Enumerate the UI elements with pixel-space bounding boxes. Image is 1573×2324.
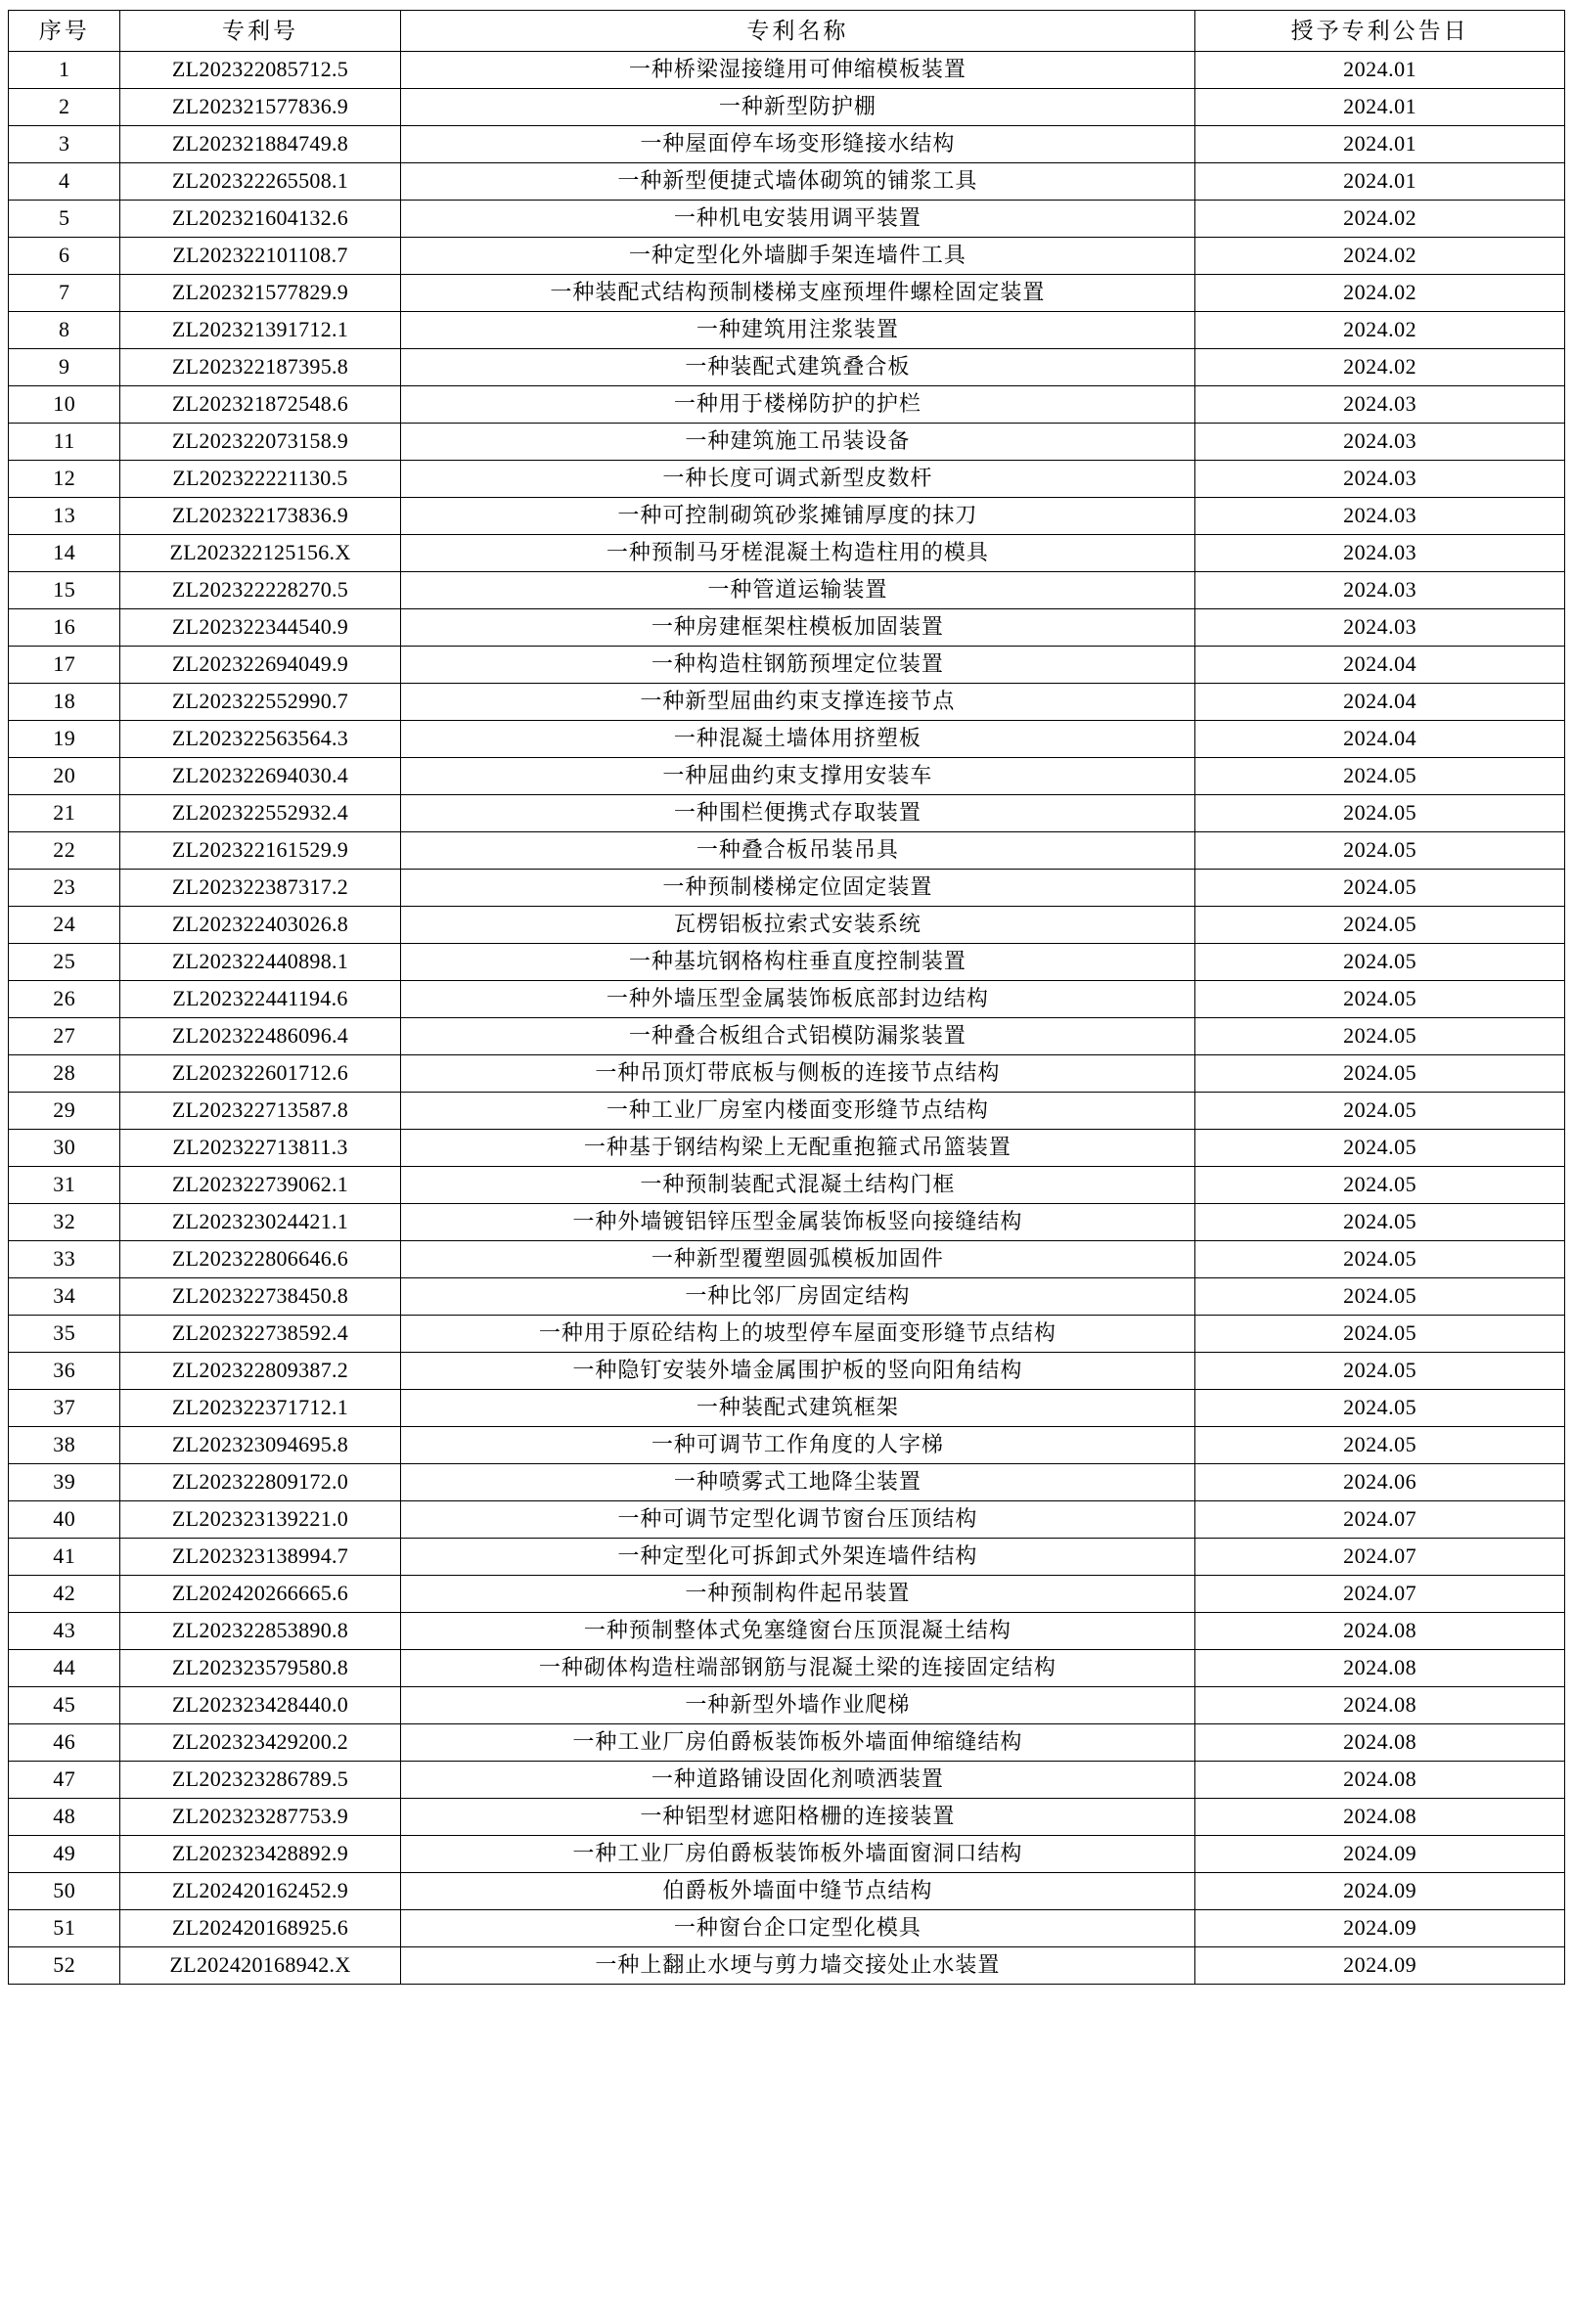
cell-index: 8 [9,312,120,349]
cell-patent-name: 一种隐钉安装外墙金属围护板的竖向阳角结构 [400,1353,1195,1390]
table-row [9,498,1565,535]
table-row [9,907,1565,944]
cell-grant-date: 2024.08 [1195,1650,1565,1687]
cell-patent-number: ZL202322101108.7 [120,238,400,275]
cell-grant-date: 2024.09 [1195,1873,1565,1910]
cell-patent-name: 一种屈曲约束支撑用安装车 [400,758,1195,795]
cell-patent-number: ZL202322387317.2 [120,870,400,907]
table-row [9,1278,1565,1316]
cell-patent-name: 一种铝型材遮阳格栅的连接装置 [400,1799,1195,1836]
cell-patent-number: ZL202322187395.8 [120,349,400,386]
cell-grant-date: 2024.09 [1195,1836,1565,1873]
cell-patent-number: ZL202322552932.4 [120,795,400,832]
cell-grant-date: 2024.05 [1195,832,1565,870]
cell-patent-name: 一种新型便捷式墙体砌筑的铺浆工具 [400,163,1195,201]
cell-index: 40 [9,1501,120,1539]
table-row [9,1018,1565,1055]
cell-patent-number: ZL202420168925.6 [120,1910,400,1947]
cell-index: 6 [9,238,120,275]
cell-index: 27 [9,1018,120,1055]
table-row [9,944,1565,981]
cell-grant-date: 2024.05 [1195,1353,1565,1390]
table-row [9,647,1565,684]
cell-index: 14 [9,535,120,572]
cell-grant-date: 2024.02 [1195,201,1565,238]
cell-grant-date: 2024.05 [1195,1204,1565,1241]
cell-index: 43 [9,1613,120,1650]
table-row [9,832,1565,870]
table-row [9,1390,1565,1427]
cell-patent-number: ZL202322738592.4 [120,1316,400,1353]
cell-patent-number: ZL202321577829.9 [120,275,400,312]
cell-patent-number: ZL202323024421.1 [120,1204,400,1241]
cell-patent-name: 一种叠合板组合式铝模防漏浆装置 [400,1018,1195,1055]
cell-index: 20 [9,758,120,795]
table-row [9,1576,1565,1613]
cell-patent-name: 一种喷雾式工地降尘装置 [400,1464,1195,1501]
table-row [9,1204,1565,1241]
cell-patent-name: 一种混凝土墙体用挤塑板 [400,721,1195,758]
cell-patent-number: ZL202322552990.7 [120,684,400,721]
cell-grant-date: 2024.05 [1195,1093,1565,1130]
cell-index: 30 [9,1130,120,1167]
cell-grant-date: 2024.06 [1195,1464,1565,1501]
cell-grant-date: 2024.05 [1195,1427,1565,1464]
cell-index: 26 [9,981,120,1018]
cell-grant-date: 2024.02 [1195,312,1565,349]
cell-index: 42 [9,1576,120,1613]
cell-grant-date: 2024.03 [1195,386,1565,424]
cell-patent-name: 一种预制整体式免塞缝窗台压顶混凝土结构 [400,1613,1195,1650]
column-header-grant-date: 授予专利公告日 [1195,11,1565,52]
cell-patent-name: 一种屋面停车场变形缝接水结构 [400,126,1195,163]
cell-patent-number: ZL202322694049.9 [120,647,400,684]
cell-patent-number: ZL202323286789.5 [120,1762,400,1799]
table-row [9,1910,1565,1947]
cell-grant-date: 2024.05 [1195,1241,1565,1278]
table-row [9,1501,1565,1539]
cell-grant-date: 2024.05 [1195,870,1565,907]
cell-index: 23 [9,870,120,907]
cell-grant-date: 2024.08 [1195,1762,1565,1799]
cell-grant-date: 2024.02 [1195,275,1565,312]
cell-index: 46 [9,1724,120,1762]
table-row [9,1762,1565,1799]
cell-index: 32 [9,1204,120,1241]
cell-grant-date: 2024.02 [1195,238,1565,275]
cell-patent-name: 瓦楞铝板拉索式安装系统 [400,907,1195,944]
cell-patent-name: 一种道路铺设固化剂喷洒装置 [400,1762,1195,1799]
cell-patent-number: ZL202323429200.2 [120,1724,400,1762]
cell-patent-name: 一种用于楼梯防护的护栏 [400,386,1195,424]
cell-patent-number: ZL202321604132.6 [120,201,400,238]
cell-patent-number: ZL202323287753.9 [120,1799,400,1836]
cell-patent-number: ZL202323579580.8 [120,1650,400,1687]
table-row [9,126,1565,163]
cell-patent-number: ZL202420266665.6 [120,1576,400,1613]
cell-grant-date: 2024.08 [1195,1687,1565,1724]
table-row [9,870,1565,907]
table-row [9,1427,1565,1464]
table-row [9,1650,1565,1687]
cell-grant-date: 2024.01 [1195,163,1565,201]
cell-grant-date: 2024.09 [1195,1947,1565,1985]
cell-grant-date: 2024.05 [1195,981,1565,1018]
table-row [9,424,1565,461]
table-row [9,572,1565,609]
cell-index: 19 [9,721,120,758]
cell-patent-name: 一种砌体构造柱端部钢筋与混凝土梁的连接固定结构 [400,1650,1195,1687]
table-row [9,1464,1565,1501]
table-header-row [9,11,1565,52]
cell-patent-name: 一种基于钢结构梁上无配重抱箍式吊篮装置 [400,1130,1195,1167]
cell-patent-name: 一种房建框架柱模板加固装置 [400,609,1195,647]
cell-patent-name: 一种用于原砼结构上的坡型停车屋面变形缝节点结构 [400,1316,1195,1353]
cell-patent-number: ZL202322601712.6 [120,1055,400,1093]
cell-patent-name: 一种装配式建筑叠合板 [400,349,1195,386]
cell-patent-number: ZL202322853890.8 [120,1613,400,1650]
cell-grant-date: 2024.09 [1195,1910,1565,1947]
cell-grant-date: 2024.07 [1195,1501,1565,1539]
table-row [9,1167,1565,1204]
cell-index: 47 [9,1762,120,1799]
cell-index: 1 [9,52,120,89]
cell-patent-number: ZL202322173836.9 [120,498,400,535]
cell-index: 35 [9,1316,120,1353]
cell-grant-date: 2024.01 [1195,126,1565,163]
cell-grant-date: 2024.03 [1195,609,1565,647]
cell-patent-number: ZL202323139221.0 [120,1501,400,1539]
cell-patent-name: 一种窗台企口定型化模具 [400,1910,1195,1947]
cell-index: 50 [9,1873,120,1910]
cell-patent-name: 一种比邻厂房固定结构 [400,1278,1195,1316]
cell-patent-number: ZL202322440898.1 [120,944,400,981]
cell-grant-date: 2024.03 [1195,461,1565,498]
cell-patent-number: ZL202322221130.5 [120,461,400,498]
cell-patent-number: ZL202321391712.1 [120,312,400,349]
cell-patent-number: ZL202323428440.0 [120,1687,400,1724]
cell-grant-date: 2024.05 [1195,795,1565,832]
cell-index: 3 [9,126,120,163]
cell-patent-name: 一种预制构件起吊装置 [400,1576,1195,1613]
cell-index: 45 [9,1687,120,1724]
table-row [9,89,1565,126]
table-row [9,1799,1565,1836]
cell-patent-number: ZL202322441194.6 [120,981,400,1018]
cell-patent-name: 一种吊顶灯带底板与侧板的连接节点结构 [400,1055,1195,1093]
table-row [9,349,1565,386]
cell-patent-name: 一种长度可调式新型皮数杆 [400,461,1195,498]
cell-patent-number: ZL202323138994.7 [120,1539,400,1576]
cell-patent-number: ZL202323094695.8 [120,1427,400,1464]
cell-patent-name: 一种装配式建筑框架 [400,1390,1195,1427]
table-row [9,275,1565,312]
table-row [9,312,1565,349]
cell-index: 44 [9,1650,120,1687]
cell-patent-name: 一种定型化外墙脚手架连墙件工具 [400,238,1195,275]
table-row [9,1873,1565,1910]
table-row [9,1353,1565,1390]
cell-patent-number: ZL202322738450.8 [120,1278,400,1316]
cell-patent-number: ZL202420168942.X [120,1947,400,1985]
cell-patent-number: ZL202323428892.9 [120,1836,400,1873]
table-row [9,981,1565,1018]
cell-grant-date: 2024.08 [1195,1799,1565,1836]
cell-patent-name: 伯爵板外墙面中缝节点结构 [400,1873,1195,1910]
table-row [9,1539,1565,1576]
table-row [9,535,1565,572]
cell-index: 22 [9,832,120,870]
cell-patent-name: 一种管道运输装置 [400,572,1195,609]
cell-index: 24 [9,907,120,944]
cell-index: 48 [9,1799,120,1836]
cell-patent-number: ZL202322806646.6 [120,1241,400,1278]
cell-patent-name: 一种可调节工作角度的人字梯 [400,1427,1195,1464]
table-row [9,52,1565,89]
cell-grant-date: 2024.01 [1195,52,1565,89]
cell-patent-number: ZL202322809172.0 [120,1464,400,1501]
cell-patent-name: 一种预制马牙槎混凝土构造柱用的模具 [400,535,1195,572]
table-row [9,163,1565,201]
cell-patent-number: ZL202322344540.9 [120,609,400,647]
cell-index: 34 [9,1278,120,1316]
cell-patent-number: ZL202322161529.9 [120,832,400,870]
cell-patent-name: 一种建筑施工吊装设备 [400,424,1195,461]
cell-grant-date: 2024.08 [1195,1613,1565,1650]
cell-grant-date: 2024.04 [1195,721,1565,758]
cell-patent-number: ZL202321884749.8 [120,126,400,163]
cell-grant-date: 2024.03 [1195,424,1565,461]
table-row [9,609,1565,647]
cell-patent-number: ZL202322486096.4 [120,1018,400,1055]
cell-patent-number: ZL202322125156.X [120,535,400,572]
table-row [9,386,1565,424]
cell-index: 39 [9,1464,120,1501]
cell-grant-date: 2024.03 [1195,535,1565,572]
cell-index: 41 [9,1539,120,1576]
cell-patent-number: ZL202420162452.9 [120,1873,400,1910]
table-row [9,758,1565,795]
cell-grant-date: 2024.05 [1195,944,1565,981]
cell-patent-name: 一种桥梁湿接缝用可伸缩模板装置 [400,52,1195,89]
table-row [9,1613,1565,1650]
cell-patent-number: ZL202322713587.8 [120,1093,400,1130]
table-body [9,52,1565,1985]
cell-index: 7 [9,275,120,312]
cell-patent-name: 一种装配式结构预制楼梯支座预埋件螺栓固定装置 [400,275,1195,312]
cell-patent-number: ZL202322228270.5 [120,572,400,609]
column-header-index: 序号 [9,11,120,52]
cell-grant-date: 2024.07 [1195,1539,1565,1576]
cell-patent-name: 一种新型外墙作业爬梯 [400,1687,1195,1724]
cell-patent-name: 一种可控制砌筑砂浆摊铺厚度的抹刀 [400,498,1195,535]
cell-grant-date: 2024.05 [1195,1167,1565,1204]
cell-index: 18 [9,684,120,721]
cell-patent-number: ZL202322265508.1 [120,163,400,201]
table-row [9,721,1565,758]
table-row [9,1241,1565,1278]
cell-grant-date: 2024.03 [1195,498,1565,535]
cell-grant-date: 2024.05 [1195,1316,1565,1353]
table-row [9,461,1565,498]
cell-patent-name: 一种建筑用注浆装置 [400,312,1195,349]
cell-patent-name: 一种可调节定型化调节窗台压顶结构 [400,1501,1195,1539]
column-header-patent-number: 专利号 [120,11,400,52]
cell-index: 49 [9,1836,120,1873]
cell-patent-name: 一种上翻止水埂与剪力墙交接处止水装置 [400,1947,1195,1985]
cell-patent-name: 一种预制装配式混凝土结构门框 [400,1167,1195,1204]
cell-index: 52 [9,1947,120,1985]
cell-index: 13 [9,498,120,535]
cell-patent-number: ZL202322403026.8 [120,907,400,944]
cell-index: 29 [9,1093,120,1130]
cell-patent-name: 一种工业厂房伯爵板装饰板外墙面伸缩缝结构 [400,1724,1195,1762]
cell-index: 15 [9,572,120,609]
cell-index: 5 [9,201,120,238]
cell-grant-date: 2024.02 [1195,349,1565,386]
table-row [9,1836,1565,1873]
cell-patent-number: ZL202322563564.3 [120,721,400,758]
table-row [9,684,1565,721]
cell-patent-name: 一种机电安装用调平装置 [400,201,1195,238]
cell-index: 2 [9,89,120,126]
cell-index: 17 [9,647,120,684]
table-row [9,1687,1565,1724]
cell-grant-date: 2024.04 [1195,684,1565,721]
cell-index: 21 [9,795,120,832]
cell-grant-date: 2024.05 [1195,1055,1565,1093]
cell-grant-date: 2024.04 [1195,647,1565,684]
table-row [9,1316,1565,1353]
cell-grant-date: 2024.01 [1195,89,1565,126]
cell-patent-name: 一种工业厂房伯爵板装饰板外墙面窗洞口结构 [400,1836,1195,1873]
cell-patent-number: ZL202322073158.9 [120,424,400,461]
cell-grant-date: 2024.07 [1195,1576,1565,1613]
cell-patent-number: ZL202322694030.4 [120,758,400,795]
cell-index: 11 [9,424,120,461]
table-row [9,795,1565,832]
cell-index: 31 [9,1167,120,1204]
cell-index: 37 [9,1390,120,1427]
cell-index: 4 [9,163,120,201]
cell-patent-number: ZL202322739062.1 [120,1167,400,1204]
cell-patent-number: ZL202322809387.2 [120,1353,400,1390]
cell-grant-date: 2024.05 [1195,1130,1565,1167]
cell-patent-name: 一种定型化可拆卸式外架连墙件结构 [400,1539,1195,1576]
cell-patent-name: 一种叠合板吊装吊具 [400,832,1195,870]
cell-grant-date: 2024.05 [1195,758,1565,795]
cell-patent-name: 一种新型屈曲约束支撑连接节点 [400,684,1195,721]
cell-index: 38 [9,1427,120,1464]
cell-index: 36 [9,1353,120,1390]
cell-grant-date: 2024.08 [1195,1724,1565,1762]
cell-patent-name: 一种预制楼梯定位固定装置 [400,870,1195,907]
cell-index: 10 [9,386,120,424]
cell-patent-name: 一种外墙压型金属装饰板底部封边结构 [400,981,1195,1018]
table-row [9,1724,1565,1762]
cell-patent-number: ZL202322713811.3 [120,1130,400,1167]
cell-patent-name: 一种基坑钢格构柱垂直度控制装置 [400,944,1195,981]
cell-grant-date: 2024.03 [1195,572,1565,609]
cell-index: 16 [9,609,120,647]
cell-index: 25 [9,944,120,981]
table-row [9,1947,1565,1985]
cell-patent-number: ZL202321577836.9 [120,89,400,126]
cell-index: 33 [9,1241,120,1278]
cell-index: 12 [9,461,120,498]
cell-patent-name: 一种新型覆塑圆弧模板加固件 [400,1241,1195,1278]
table-row [9,1055,1565,1093]
cell-index: 28 [9,1055,120,1093]
cell-grant-date: 2024.05 [1195,907,1565,944]
table-row [9,1130,1565,1167]
cell-patent-name: 一种工业厂房室内楼面变形缝节点结构 [400,1093,1195,1130]
column-header-patent-name: 专利名称 [400,11,1195,52]
cell-patent-number: ZL202322371712.1 [120,1390,400,1427]
patent-list-table [8,10,1565,1985]
cell-grant-date: 2024.05 [1195,1390,1565,1427]
cell-patent-name: 一种构造柱钢筋预埋定位装置 [400,647,1195,684]
cell-index: 51 [9,1910,120,1947]
cell-grant-date: 2024.05 [1195,1018,1565,1055]
table-row [9,238,1565,275]
cell-index: 9 [9,349,120,386]
cell-grant-date: 2024.05 [1195,1278,1565,1316]
cell-patent-name: 一种外墙镀铝锌压型金属装饰板竖向接缝结构 [400,1204,1195,1241]
cell-patent-number: ZL202321872548.6 [120,386,400,424]
cell-patent-name: 一种围栏便携式存取装置 [400,795,1195,832]
table-row [9,1093,1565,1130]
cell-patent-number: ZL202322085712.5 [120,52,400,89]
cell-patent-name: 一种新型防护棚 [400,89,1195,126]
table-row [9,201,1565,238]
